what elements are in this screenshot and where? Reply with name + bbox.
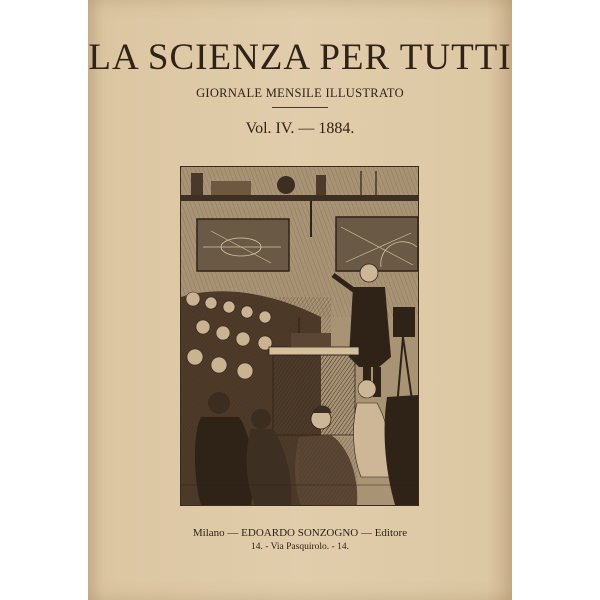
journal-title: LA SCIENZA PER TUTTI	[88, 37, 512, 78]
publisher-imprint: Milano — EDOARDO SONZOGNO — Editore	[192, 527, 408, 539]
publisher-address: 14. - Via Pasquirolo. - 14.	[251, 542, 349, 552]
volume-line: Vol. IV. — 1884.	[245, 120, 355, 137]
journal-subtitle: GIORNALE MENSILE ILLUSTRATO	[196, 86, 404, 100]
lecture-engraving	[180, 166, 419, 506]
cover-page	[88, 0, 512, 600]
lecture-hall-illustration	[181, 167, 418, 505]
title-divider	[272, 107, 328, 108]
